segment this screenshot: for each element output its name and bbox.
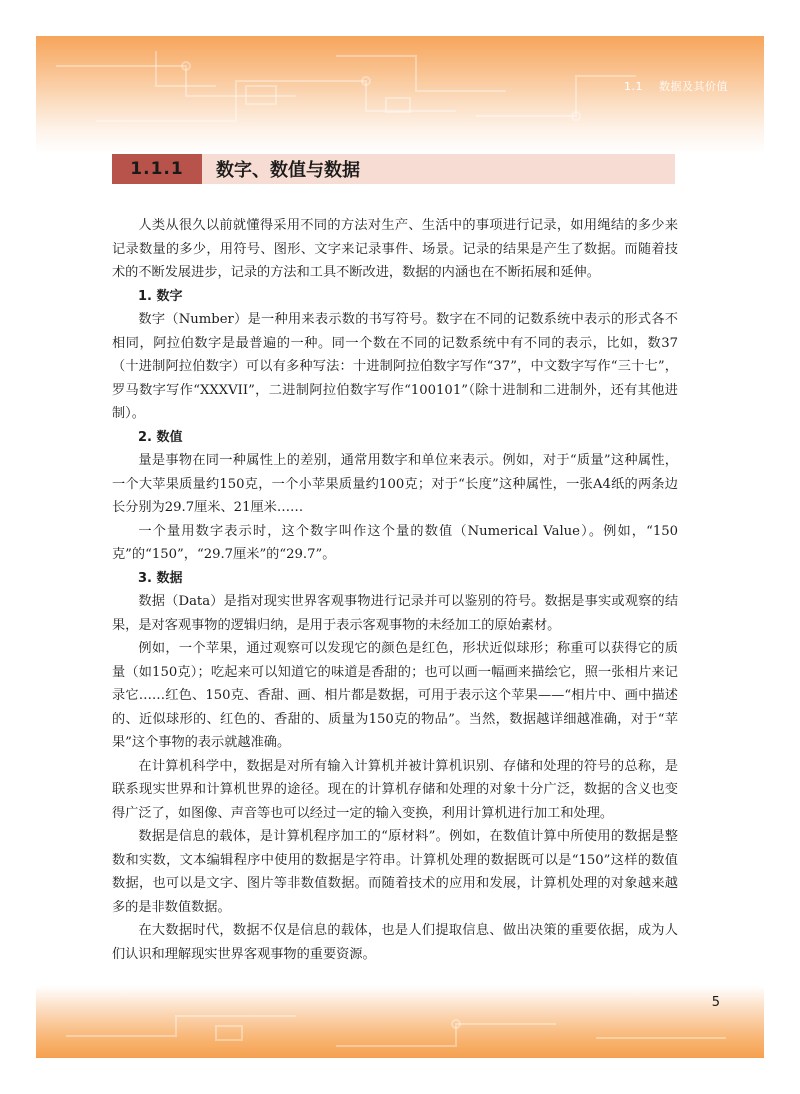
footer-banner [36, 986, 764, 1058]
running-head-section-number: 1.1 [624, 80, 643, 93]
textbook-page [36, 36, 764, 1058]
body-text [112, 214, 678, 966]
paragraph: 在计算机科学中，数据是对所有输入计算机并被计算机识别、存储和处理的符号的总称，是联系现实世界和计算机世界的途径。现在的计算机存储和处理的对象十分广泛，数据的含义也变得广泛了，如图像、声音等也可以经过一定的输入变换，利用计算机进行加工和处理。 [112, 758, 678, 821]
paragraph: 一个量用数字表示时，这个数字叫作这个量的数值（Numerical Value）。例如，“150克”的“150”，“29.7厘米”的“29.7”。 [112, 523, 678, 562]
paragraph: 量是事物在同一种属性上的差别，通常用数字和单位来表示。例如，对于“质量”这种属性，一个大苹果质量约150克，一个小苹果质量约100克；对于“长度”这种属性，一张A4纸的两条边长分别为29.7厘米、21厘米…… [112, 453, 678, 515]
section-title: 数字、数值与数据 [216, 160, 360, 181]
header-banner [36, 36, 764, 154]
paragraph: 例如，一个苹果，通过观察可以发现它的颜色是红色，形状近似球形；称重可以获得它的质量（如150克）；吃起来可以知道它的味道是香甜的；也可以画一幅画来描绘它，照一张相片来记录它……红色、150克、香甜、画、相片都是数据，可用于表示这个苹果——“相片中、画中描述的、近似球形的、红色的、香甜的、质量为150克的物品”。当然，数据越详细越准确，对于“苹果”这个事物的表示就越准确。 [112, 641, 678, 750]
circuit-pattern-decoration [36, 36, 764, 154]
running-head [624, 78, 728, 94]
circuit-pattern-decoration [36, 986, 764, 1058]
section-number: 1.1.1 [112, 154, 202, 184]
subsection-heading-data: 3. 数据 [138, 570, 183, 586]
subsection-heading-values: 2. 数值 [138, 429, 183, 445]
paragraph: 数据是信息的载体，是计算机程序加工的“原材料”。例如，在数值计算中所使用的数据是整数和实数，文本编辑程序中使用的数据是字符串。计算机处理的数据既可以是“150”这样的数值数据，也可以是文字、图片等非数值数据。而随着技术的应用和发展，计算机处理的对象越来越多的是非数值数据。 [112, 829, 678, 915]
page-number: 5 [711, 995, 720, 1010]
intro-paragraph: 人类从很久以前就懂得采用不同的方法对生产、生活中的事项进行记录，如用绳结的多少来记录数量的多少，用符号、图形、文字来记录事件、场景。记录的结果是产生了数据。而随着技术的不断发展进步，记录的方法和工具不断改进，数据的内涵也在不断拓展和延伸。 [112, 218, 678, 280]
running-head-section-name: 数据及其价值 [659, 80, 728, 93]
paragraph: 数字（Number）是一种用来表示数的书写符号。数字在不同的记数系统中表示的形式各不相同，阿拉伯数字是最普遍的一种。同一个数在不同的记数系统中有不同的表示，比如，数37（十进制阿拉伯数字）可以有多种写法：十进制阿拉伯数字写作“37”，中文数字写作“三十七”，罗马数字写作“XXXVII”，二进制阿拉伯数字写作“100101”（除十进制和二进制外，还有其他进制）。 [112, 312, 678, 421]
subsection-heading-numbers: 1. 数字 [138, 288, 183, 304]
section-heading [112, 154, 675, 184]
paragraph: 数据（Data）是指对现实世界客观事物进行记录并可以鉴别的符号。数据是事实或观察的结果，是对客观事物的逻辑归纳，是用于表示客观事物的未经加工的原始素材。 [112, 594, 678, 633]
paragraph: 在大数据时代，数据不仅是信息的载体，也是人们提取信息、做出决策的重要依据，成为人们认识和理解现实世界客观事物的重要资源。 [112, 923, 678, 962]
